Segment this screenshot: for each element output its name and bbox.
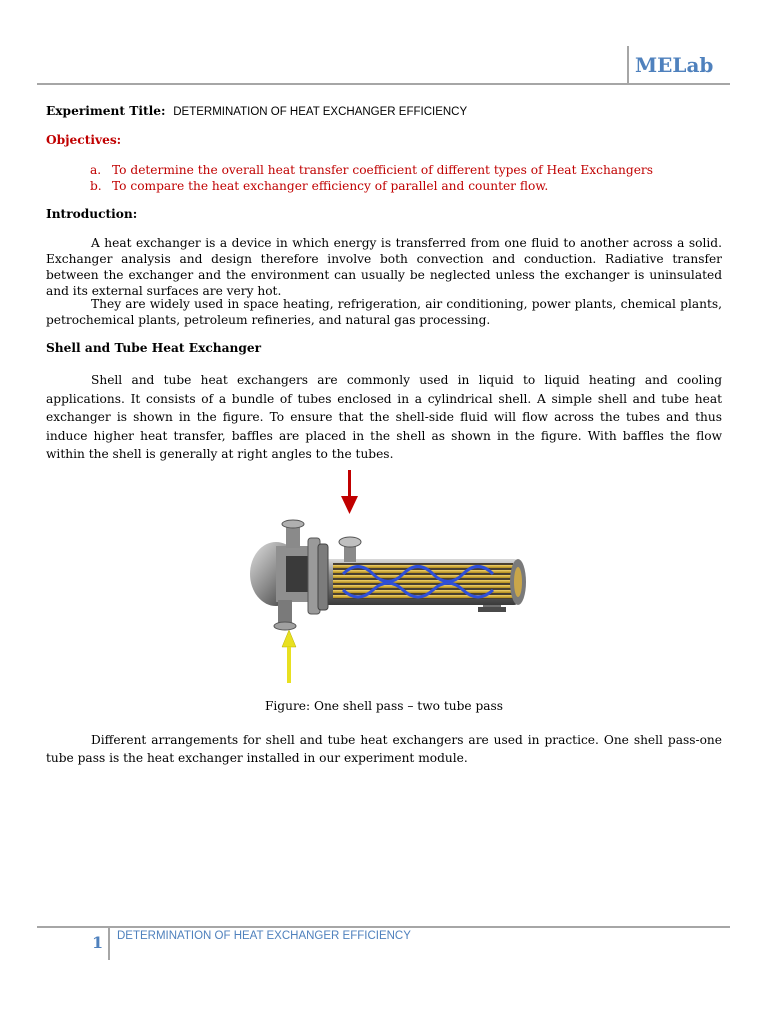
experiment-title-label: Experiment Title: — [46, 104, 166, 118]
header-rule — [37, 83, 730, 85]
introduction-paragraph-2 — [46, 296, 722, 328]
footer-divider — [108, 928, 110, 960]
objective-item — [90, 178, 653, 194]
shell-tube-heading: Shell and Tube Heat Exchanger — [46, 341, 262, 355]
objective-text: To determine the overall heat transfer coefficient of different types of Heat Exchangers — [112, 163, 654, 177]
objectives-list — [90, 162, 653, 194]
objective-item — [90, 162, 653, 178]
objective-marker: a. — [90, 163, 102, 177]
experiment-title — [46, 104, 467, 118]
outlet-arrow-icon — [282, 630, 296, 683]
introduction-paragraph-1-text: A heat exchanger is a device in which energy is transferred from one fluid to another across a solid. Exchanger analysis and design therefore involve both convection and conduction. Radiative transfer between the exchanger and the environment can usually be neglected unless the exchanger is uninsulated and its external surfaces are very hot. — [46, 236, 722, 298]
introduction-paragraph-2-text: They are widely used in space heating, refrigeration, air conditioning, power plants, chemical plants, petrochemical plants, petroleum refineries, and natural gas processing. — [46, 297, 722, 327]
header-divider — [627, 46, 629, 83]
experiment-title-value: DETERMINATION OF HEAT EXCHANGER EFFICIENCY — [173, 106, 468, 118]
introduction-heading: Introduction: — [46, 207, 138, 221]
shell-tube-paragraph-text: Shell and tube heat exchangers are commonly used in liquid to liquid heating and cooling applications. It consists of a bundle of tubes enclosed in a cylindrical shell. A simple shell and tube heat exchanger is shown in the figure. To ensure that the shell-side fluid will flow across the tubes and thus induce higher heat transfer, baffles are placed in the shell as shown in the figure. With baffles the flow within the shell is generally at right angles to the tubes. — [46, 373, 722, 461]
closing-paragraph — [46, 731, 722, 767]
closing-paragraph-text: Different arrangements for shell and tube heat exchangers are used in practice. One shell pass-one tube pass is the heat exchanger installed in our experiment module. — [46, 733, 722, 765]
objective-marker: b. — [90, 179, 102, 193]
page-number: 1 — [92, 933, 104, 952]
objective-text: To compare the heat exchanger efficiency of parallel and counter flow. — [112, 179, 549, 193]
heat-exchanger-figure — [238, 464, 533, 684]
introduction-paragraph-1 — [46, 235, 722, 299]
inlet-arrow-icon — [341, 470, 358, 514]
shell-tube-paragraph — [46, 371, 722, 464]
footer-title: DETERMINATION OF HEAT EXCHANGER EFFICIENCY — [117, 930, 411, 942]
header-brand: MELab — [635, 53, 714, 77]
footer-rule — [37, 926, 730, 928]
objectives-heading: Objectives: — [46, 133, 122, 147]
figure-caption: Figure: One shell pass – two tube pass — [264, 699, 504, 713]
